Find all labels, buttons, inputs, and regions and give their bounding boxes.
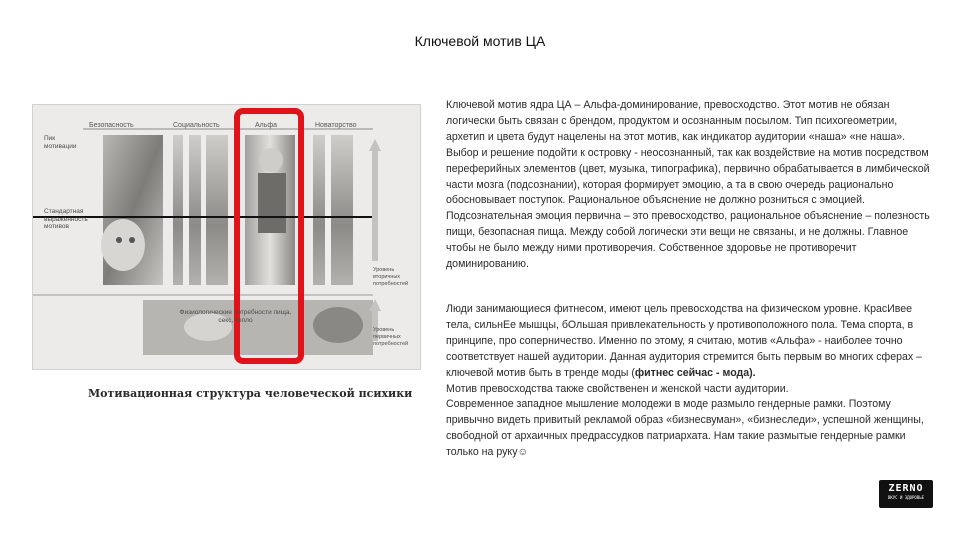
figure-graphics	[33, 105, 420, 369]
figure-caption: Мотивационная структура человеческой психики	[88, 387, 413, 400]
paragraph-4: Современное западное мышление молодежи в моде размыло гендерные рамки. Поэтому привычно видеть привитый рекламой образ «бизнесвуман», «бизнеследи», успешной женщины, свободной от архаичных предрассудков патриархата. Нам такие размытые гендерные рамки только на руку☺	[446, 398, 924, 459]
photo-innovation	[313, 135, 353, 285]
column-innovation: Новаторство	[315, 122, 357, 129]
paragraph-2-bold: фитнес сейчас - мода).	[634, 366, 756, 379]
label-secondary-level: Уровень вторичных потребностей	[373, 267, 409, 287]
motivation-figure	[32, 104, 421, 370]
zerno-logo	[879, 480, 933, 508]
paragraph-3: Мотив превосходства также свойственен и женской части аудитории.	[446, 382, 789, 395]
paragraph-1: Ключевой мотив ядра ЦА – Альфа-доминирование, превосходство. Этот мотив не обязан логически быть связан с брендом, продуктом и осознанным посылом. Тип психогеометрии, архетип и цвета будут нацелены на этот мотив, как индикатор аудитории «наша» «не наша». Выбор и решение подойти к островку - неосознанный, так как воздействие на мотив посредством переферийных элементов (цвет, музыка, типографика), первично обрабатывается в лимбической части мозга (подсознании), которая формирует эмоцию, а та в свою очередь рационально обосновывает поступок. Рациональное объяснение не должно розниться с эмоцией. Подсознательная эмоция первична – это превосходство, рациональное объяснение – полезность пищи, безопасная пища. Между собой логически эти вещи не связаны, и не должны. Главное чтобы не было между ними противоречия. Собственное здоровье не противоречит доминированию.	[446, 99, 930, 271]
slide-title: Ключевой мотив ЦА	[414, 33, 546, 49]
label-physiological: Физиологические потребности пища, секс, тепло	[179, 309, 292, 324]
column-social: Социальность	[173, 122, 220, 129]
label-peak: Пик мотивации	[44, 135, 77, 150]
logo-brand: ZERNO	[888, 483, 924, 494]
paragraph-2	[446, 302, 932, 382]
column-alpha: Альфа	[255, 122, 278, 129]
logo-subtitle: ВКУС И ЗДОРОВЬЕ	[887, 495, 925, 500]
photo-social	[173, 135, 228, 285]
photo-baby	[101, 219, 145, 271]
column-safety: Безопасность	[89, 122, 134, 129]
paragraph-2-text: Люди занимающиеся фитнесом, имеют цель превосходства на физическом уровне. КрасИвее тела, сильнЕе мышцы, бОльшая привлекательность у противоположного пола. Тема спорта, в принципе, про соперничество. Именно по этому, я считаю, мотив «Альфа» - наиболее точно соответствует нашей аудитории. Данная аудитория стремится быть первым во многих сферах – ключевой мотив быть в тренде моды (	[446, 303, 923, 379]
paragraph-group-2	[446, 302, 932, 461]
label-primary-level: Уровень первичных потребностей	[373, 327, 409, 347]
label-standard: Стандартная выраженность мотивов	[44, 208, 88, 230]
